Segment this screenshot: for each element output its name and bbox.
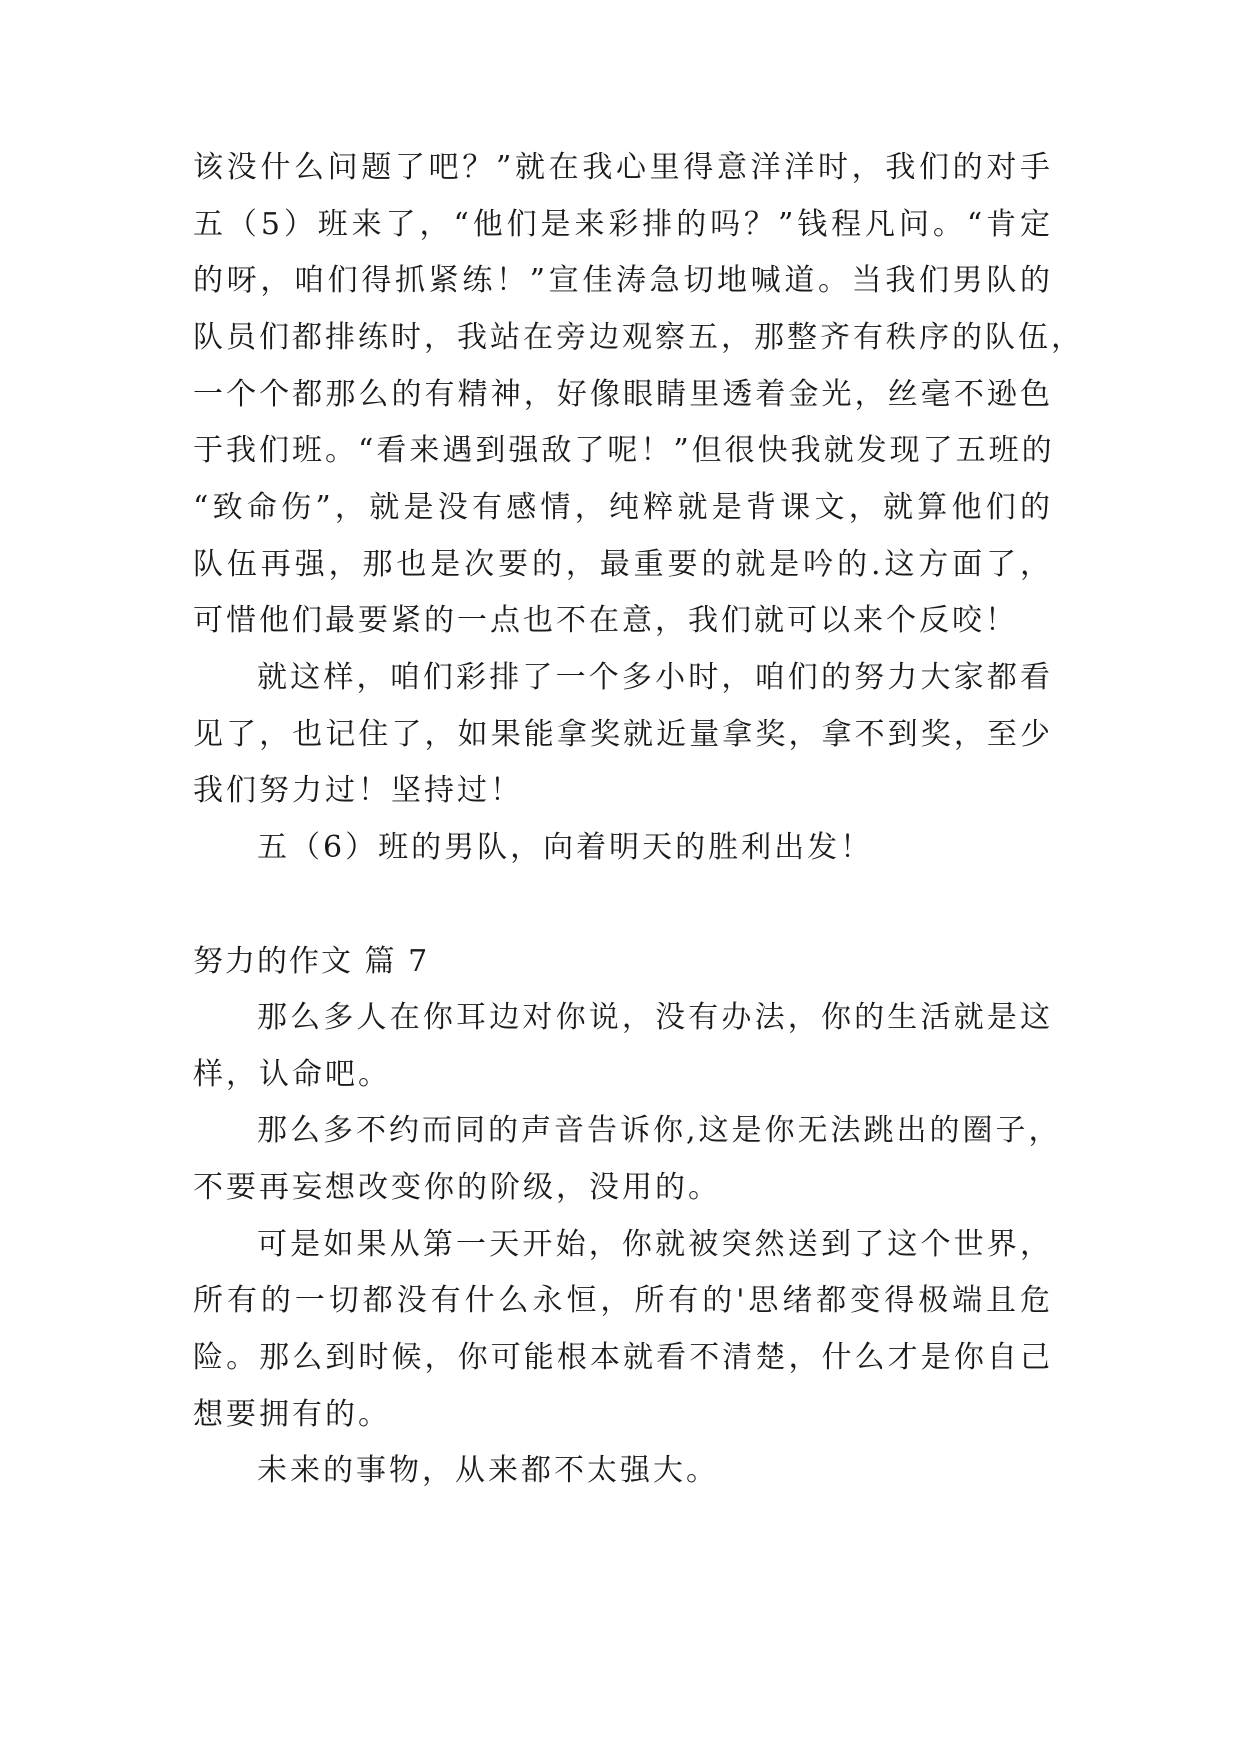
text-line: “致命伤”，就是没有感情，纯粹就是背课文，就算他们的 [193, 490, 1053, 525]
paragraph-line: 样，认命吧。 [193, 1057, 391, 1092]
text-line: 队员们都排练时，我站在旁边观察五，那整齐有秩序的队伍， [193, 320, 1084, 355]
text-line: 一个个都那么的有精神，好像眼睛里透着金光，丝毫不逊色 [193, 377, 1053, 412]
text-line: 五（5）班来了，“他们是来彩排的吗？”钱程凡问。“肯定 [193, 207, 1053, 242]
text-line: 该没什么问题了吧？”就在我心里得意洋洋时，我们的对手 [193, 150, 1053, 185]
paragraph-line: 险。那么到时候，你可能根本就看不清楚，什么才是你自己 [193, 1340, 1053, 1375]
paragraph-line: 可是如果从第一天开始，你就被突然送到了这个世界， [257, 1227, 1053, 1262]
paragraph-line: 见了，也记住了，如果能拿奖就近量拿奖，拿不到奖，至少 [193, 717, 1053, 752]
section-heading: 努力的作文 篇 7 [193, 944, 430, 979]
text-line: 于我们班。“看来遇到强敌了呢！”但很快我就发现了五班的 [193, 433, 1055, 468]
paragraph-line: 想要拥有的。 [193, 1397, 391, 1432]
text-line: 的呀，咱们得抓紧练！”宣佳涛急切地喊道。当我们男队的 [193, 263, 1053, 298]
paragraph-line: 那么多人在你耳边对你说，没有办法，你的生活就是这 [257, 1000, 1053, 1035]
text-line: 队伍再强，那也是次要的，最重要的就是吟的.这方面了， [193, 547, 1053, 582]
paragraph-line: 我们努力过！坚持过！ [193, 773, 523, 808]
paragraph-line: 不要再妄想改变你的阶级，没用的。 [193, 1170, 721, 1205]
paragraph-line: 就这样，咱们彩排了一个多小时，咱们的努力大家都看 [257, 660, 1053, 695]
text-line: 可惜他们最要紧的一点也不在意，我们就可以来个反咬！ [193, 603, 1018, 638]
paragraph-line: 五（6）班的男队，向着明天的胜利出发！ [257, 830, 874, 865]
paragraph-line: 所有的一切都没有什么永恒，所有的'思绪都变得极端且危 [193, 1283, 1053, 1318]
paragraph-line: 未来的事物，从来都不太强大。 [257, 1453, 719, 1488]
paragraph-line: 那么多不约而同的声音告诉你,这是你无法跳出的圈子， [257, 1113, 1062, 1148]
